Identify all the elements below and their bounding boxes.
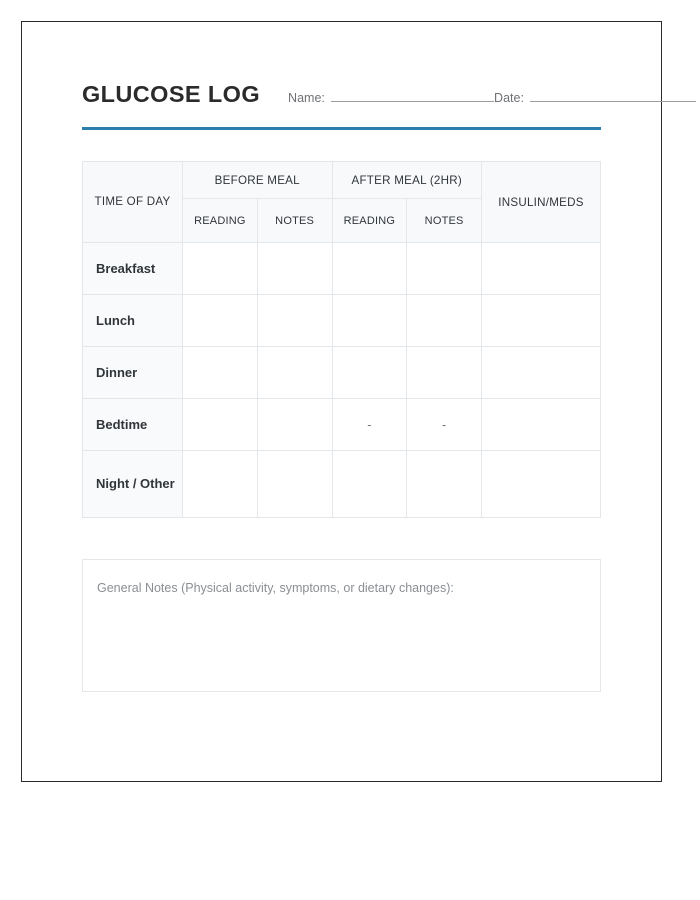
table-row	[83, 451, 601, 518]
row-label-bedtime: Bedtime	[83, 399, 183, 451]
cell-night-before-notes[interactable]	[257, 451, 332, 518]
date-field	[494, 89, 696, 105]
cell-bedtime-insulin-meds[interactable]	[482, 399, 601, 451]
row-label-breakfast: Breakfast	[83, 243, 183, 295]
general-notes-box[interactable]	[82, 559, 601, 692]
title-row	[82, 81, 601, 119]
cell-breakfast-insulin-meds[interactable]	[482, 243, 601, 295]
cell-dinner-insulin-meds[interactable]	[482, 347, 601, 399]
cell-night-after-reading[interactable]	[332, 451, 407, 518]
header-after-notes: NOTES	[407, 199, 482, 243]
table-row	[83, 295, 601, 347]
page-frame	[21, 21, 662, 782]
document-header	[82, 81, 601, 133]
cell-breakfast-after-notes[interactable]	[407, 243, 482, 295]
table-row	[83, 399, 601, 451]
general-notes-label: General Notes (Physical activity, symptoms, or dietary changes):	[97, 581, 454, 595]
table-row	[83, 347, 601, 399]
cell-bedtime-before-notes[interactable]	[257, 399, 332, 451]
header-time-of-day: TIME OF DAY	[83, 162, 183, 243]
cell-breakfast-before-notes[interactable]	[257, 243, 332, 295]
cell-dinner-before-reading[interactable]	[183, 347, 258, 399]
cell-bedtime-after-notes[interactable]: -	[407, 399, 482, 451]
cell-dinner-after-reading[interactable]	[332, 347, 407, 399]
header-after-meal: AFTER MEAL (2HR)	[332, 162, 482, 199]
page-title: GLUCOSE LOG	[82, 81, 261, 107]
date-input[interactable]	[530, 89, 696, 102]
cell-dinner-before-notes[interactable]	[257, 347, 332, 399]
row-label-night-other: Night / Other	[83, 451, 183, 518]
cell-lunch-insulin-meds[interactable]	[482, 295, 601, 347]
cell-breakfast-after-reading[interactable]	[332, 243, 407, 295]
header-before-reading: READING	[183, 199, 258, 243]
cell-night-after-notes[interactable]	[407, 451, 482, 518]
cell-night-insulin-meds[interactable]	[482, 451, 601, 518]
name-input[interactable]	[331, 89, 494, 102]
header-before-meal: BEFORE MEAL	[183, 162, 333, 199]
table-row	[83, 243, 601, 295]
glucose-log-table	[82, 161, 601, 518]
name-field	[288, 89, 494, 105]
cell-dinner-after-notes[interactable]	[407, 347, 482, 399]
name-label: Name:	[288, 91, 325, 105]
cell-night-before-reading[interactable]	[183, 451, 258, 518]
cell-bedtime-after-reading[interactable]: -	[332, 399, 407, 451]
header-row-groups	[83, 162, 601, 199]
cell-lunch-before-reading[interactable]	[183, 295, 258, 347]
accent-rule	[82, 127, 601, 130]
cell-bedtime-before-reading[interactable]	[183, 399, 258, 451]
header-insulin-meds: INSULIN/MEDS	[482, 162, 601, 243]
row-label-dinner: Dinner	[83, 347, 183, 399]
date-label: Date:	[494, 91, 524, 105]
meta-fields	[288, 89, 696, 106]
table-body	[83, 243, 601, 518]
cell-lunch-before-notes[interactable]	[257, 295, 332, 347]
row-label-lunch: Lunch	[83, 295, 183, 347]
header-after-reading: READING	[332, 199, 407, 243]
header-before-notes: NOTES	[257, 199, 332, 243]
cell-lunch-after-notes[interactable]	[407, 295, 482, 347]
table-header	[83, 162, 601, 243]
cell-breakfast-before-reading[interactable]	[183, 243, 258, 295]
cell-lunch-after-reading[interactable]	[332, 295, 407, 347]
